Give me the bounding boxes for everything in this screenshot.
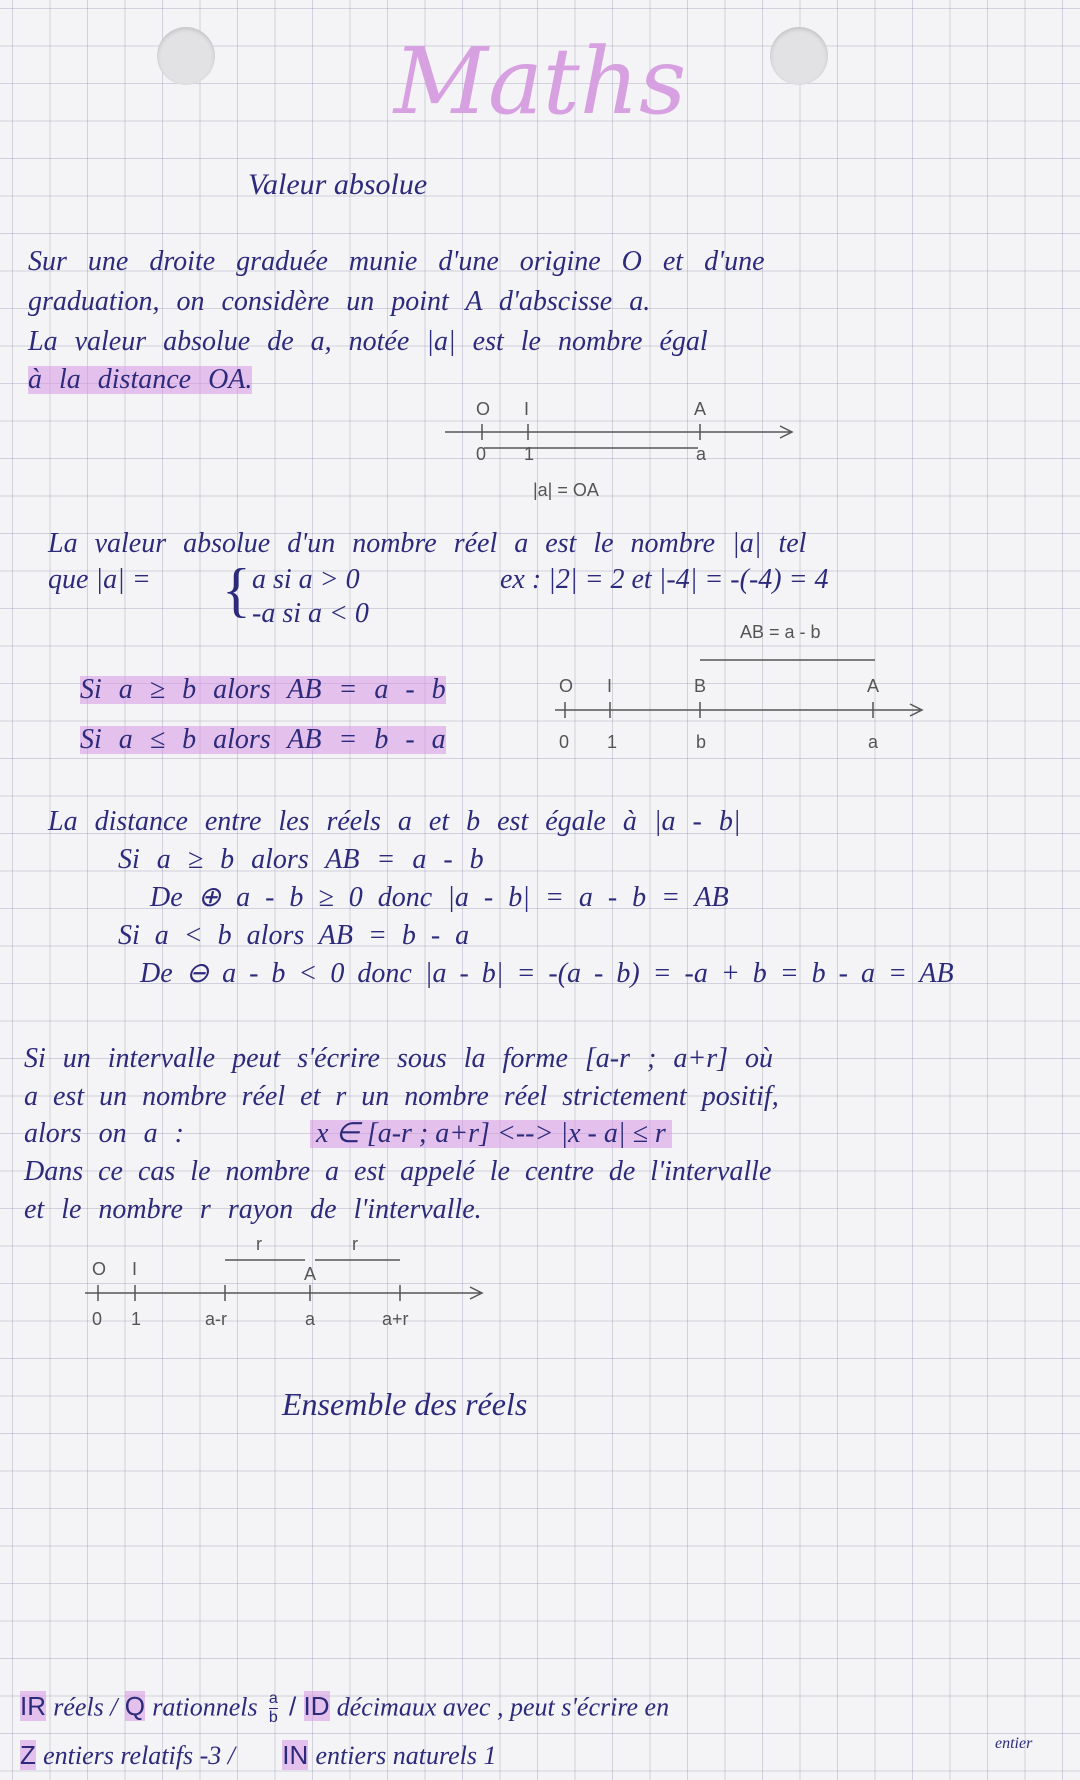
alors-on-a: alors on a : (24, 1118, 184, 1149)
sets-row-1 (20, 1690, 669, 1727)
tick-a: a (868, 732, 879, 752)
section-heading-real-sets: Ensemble des réels (282, 1386, 528, 1422)
symbol-Z: Z (20, 1740, 36, 1770)
label-A: A (304, 1264, 317, 1284)
label-A: A (694, 399, 707, 419)
label-entiers-naturels: entiers naturels 1 (315, 1741, 497, 1770)
tick-0: 0 (92, 1309, 103, 1329)
rule-a-le-b: Si a ≤ b alors AB = b - a (80, 724, 446, 755)
separator: / (289, 1691, 297, 1722)
example: ex : |2| = 2 et |-4| = -(-4) = 4 (500, 564, 829, 595)
rule-a-ge-b: Si a ≥ b alors AB = a - b (80, 674, 446, 705)
text-line: Sur une droite graduée munie d'une origine O et d'une (28, 246, 765, 277)
text-line: à la distance OA. (28, 364, 253, 395)
symbol-D: ID (303, 1691, 330, 1722)
label-I: I (607, 676, 613, 696)
tick-1: 1 (131, 1309, 142, 1329)
symbol-R: IR (20, 1691, 46, 1722)
distance-statement: La distance entre les réels a et b est égale à |a - b| (48, 806, 741, 837)
page-title: Maths (393, 28, 687, 135)
fraction-denominator: b (268, 1709, 278, 1726)
label-r-right: r (352, 1234, 358, 1254)
text-line: a est un nombre réel et r un nombre réel strictement positif, (24, 1081, 779, 1112)
fraction-numerator: a (268, 1690, 278, 1707)
tick-b: b (696, 732, 707, 752)
symbol-N: IN (282, 1740, 309, 1770)
text-line: La valeur absolue de a, notée |a| est le nombre égal (28, 326, 708, 357)
tick-1: 1 (607, 732, 618, 752)
tick-a: a (696, 444, 707, 464)
brace: { (222, 557, 251, 623)
bullet-2: Si a < b alors AB = b - a (118, 920, 470, 951)
label-A: A (867, 676, 880, 696)
text-line: Dans ce cas le nombre a est appelé le centre de l'intervalle (24, 1156, 772, 1187)
label-O: O (559, 676, 574, 696)
label-entiers-relatifs: entiers relatifs -3 / (43, 1741, 235, 1770)
label-rationnels: rationnels (152, 1692, 258, 1722)
tick-a-minus-r: a-r (205, 1309, 227, 1329)
label-B: B (694, 676, 707, 696)
tick-1: 1 (524, 444, 535, 464)
bullet-1: Si a ≥ b alors AB = a - b (118, 844, 484, 875)
note-entier: entier (995, 1735, 1033, 1752)
bullet-2-detail: De ⊖ a - b < 0 donc |a - b| = -(a - b) = -a + b = b - a = AB (140, 958, 954, 989)
label-I: I (132, 1259, 138, 1279)
fraction (269, 1690, 278, 1727)
sets-row-2 (20, 1742, 496, 1769)
label-r-left: r (256, 1234, 262, 1254)
text-line: et le nombre r rayon de l'intervalle. (24, 1194, 482, 1225)
definition-que: que |a| = (48, 564, 151, 595)
label-O: O (92, 1259, 107, 1279)
definition-line: La valeur absolue d'un nombre réel a est le nombre |a| tel (48, 528, 807, 559)
tick-a-plus-r: a+r (382, 1309, 409, 1329)
label-I: I (524, 399, 530, 419)
text-line: Si un intervalle peut s'écrire sous la forme [a-r ; a+r] où (24, 1043, 774, 1074)
tick-0: 0 (476, 444, 487, 464)
measure-label: |a| = OA (533, 480, 599, 500)
symbol-Q: Q (124, 1691, 145, 1722)
interval-formula: x ∈ [a-r ; a+r] <--> |x - a| ≤ r (310, 1120, 672, 1148)
case-negative: -a si a < 0 (252, 598, 369, 629)
bullet-1-detail: De ⊕ a - b ≥ 0 donc |a - b| = a - b = AB (150, 882, 729, 913)
tick-0: 0 (559, 732, 570, 752)
tick-a: a (305, 1309, 316, 1329)
label-reels: réels / (53, 1692, 118, 1722)
measure-label: AB = a - b (740, 622, 821, 642)
label-decimaux: décimaux avec , peut s'écrire en (336, 1692, 670, 1722)
section-heading-absolute-value: Valeur absolue (248, 168, 428, 201)
case-positive: a si a > 0 (252, 564, 360, 595)
text-line: graduation, on considère un point A d'abscisse a. (28, 286, 651, 317)
label-O: O (476, 399, 491, 419)
